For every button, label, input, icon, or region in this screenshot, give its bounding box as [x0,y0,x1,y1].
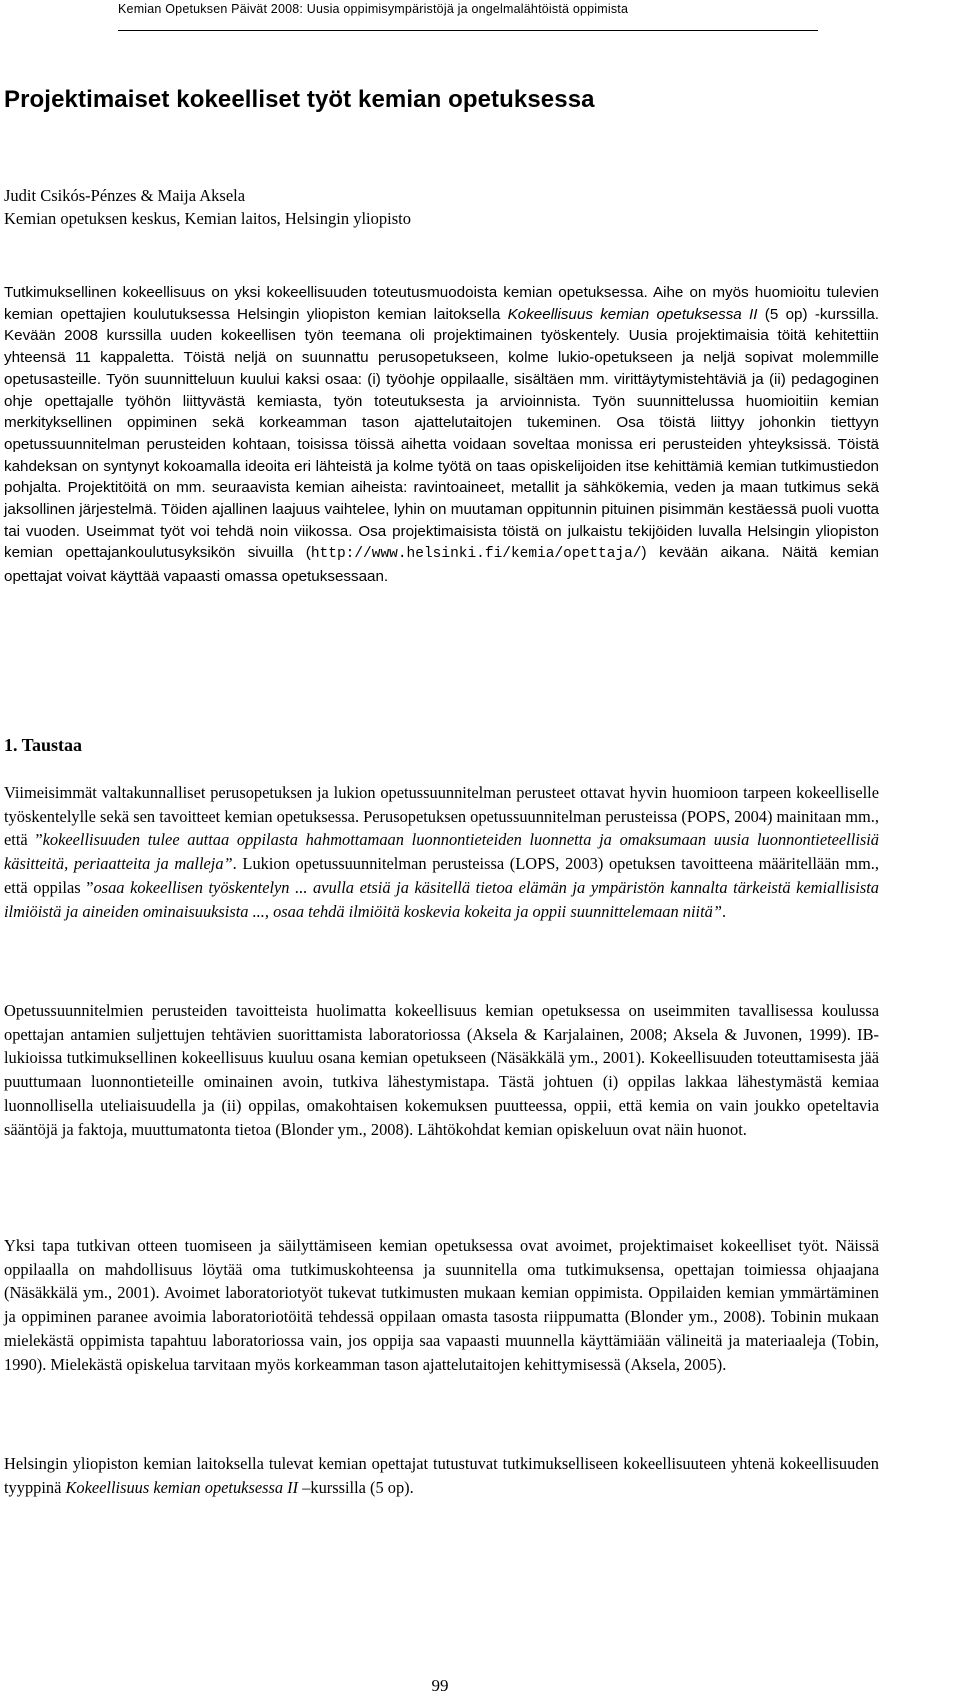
para4-text-c: –kurssilla (5 op). [298,1477,414,1497]
para1-text-e: . [721,901,727,921]
page-number: 99 [431,1676,449,1695]
body-paragraph-4 [4,1452,879,1499]
section-heading: 1. Taustaa [4,735,83,755]
body-paragraph-3: Yksi tapa tutkivan otteen tuomiseen ja säilyttämiseen kemian opetuksessa ovat avoimet, projektimaiset kokeelliset työt. Näissä oppilaalla on mahdollisuus löytää oma tutkimuskohteensa ja suunnitella oma tutkimuksensa, opettajan toimiessa ohjaajana (Näsäkkälä ym., 2001). Avoimet laboratoriotyöt tukevat tutkimusten mukaan kemian oppimista. Oppilaiden kemian ymmärtäminen ja oppiminen paranee avoimia laboratoriotöitä tehdessä oppilaan omasta tasosta riippumatta (Blonder ym., 2008). Tobinin mukaan mielekästä oppimista tapahtuu laboratoriossa vain, jos oppija saa vapaasti muunnella käyttämiään välineitä ja materiaaleja (Tobin, 1990). Mielekästä opiskelua tarvitaan myös korkeamman tason ajattelutaitojen kehittymisessä (Aksela, 2005). [4,1236,879,1374]
pops-quote: kokeellisuuden tulee auttaa oppilasta hahmottamaan luonnontieteiden luonnetta ja omaksumaan uusia luonnontieteellisiä käsitteitä, periaatteita ja malleja” [4,830,879,874]
para1-text-a: Viimeisimmät valtakunnalliset perusopetuksen ja lukion opetussuunnitelman perusteet ottavat hyvin huomioon tarpeen kokeelliselle työskentelylle sekä sen tavoitteet kemian opetuksessa. Perusopetuksen opetussuunnitelman perusteissa (POPS, 2004) mainitaan mm., että ” [4,783,879,850]
abstract-text-1: Tutkimuksellinen kokeellisuus on yksi kokeellisuuden toteutusmuodoista kemian opetuksessa. Aihe on myös huomioitu tulevien kemian opettajien koulutuksessa Helsingin yliopiston kemian laitoksella [4,284,879,323]
course-website-link[interactable]: http://www.helsinki.fi/kemia/opettaja/ [310,546,642,563]
body-paragraph-1 [4,781,879,923]
paper-title: Projektimaiset kokeelliset työt kemian opetuksessa [4,86,595,113]
abstract-text-3: ) kevään aikana. Näitä kemian opettajat voivat käyttää vapaasti omassa opetuksessaan. [4,544,879,586]
lops-quote: osaa kokeellisen työskentelyn ... avulla etsiä ja käsitellä tietoa elämän ja ympäristön kannalta tärkeistä kemiallisista ilmiöistä ja aineiden ominaisuuksista ..., osaa tehdä ilmiöitä koskevia kokeita ja oppii suunnittelemaan niitä” [4,877,879,921]
para4-text-a: Helsingin yliopiston kemian laitoksella tulevat kemian opettajat tutustuvat tutkimukselliseen kokeellisuuteen yhtenä kokeellisuuden tyyppinä [4,1454,879,1497]
para1-text-c: . Lukion opetussuunnitelman perusteissa (LOPS, 2003) opetuksen tavoitteena määritellään mm., että oppilas ” [4,854,879,897]
abstract [4,282,879,588]
author-block [4,184,411,230]
body-paragraph-2: Opetussuunnitelmien perusteiden tavoitteista huolimatta kokeellisuus kemian opetuksessa on useimmiten tavallisessa koulussa opettajan antamien suljettujen tehtävien suorittamista laboratoriossa (Aksela & Karjalainen, 2008; Aksela & Juvonen, 1999). IB-lukioissa tutkimuksellinen kokeellisuus kuuluu osana kemian opetukseen (Näsäkkälä ym., 2001). Kokeellisuuden toteuttamisesta jää puuttumaan luonnontieteille ominainen avoin, tutkiva lähestymistapa. Tästä johtuen (i) oppilas lakkaa lähestymästä kemiaa luonnollisella uteliaisuudella ja (ii) oppilas, omakohtaisen kokemuksen puutteessa, oppii, että kemia on vain joukko opeteltavia sääntöjä ja faktoja, muuttumatonta tietoa (Blonder ym., 2008). Lähtökohdat kemian opiskeluun ovat näin huonot. [4,1001,879,1139]
running-header: Kemian Opetuksen Päivät 2008: Uusia oppimisympäristöjä ja ongelmalähtöistä oppimista [118,2,629,16]
author-affiliation: Kemian opetuksen keskus, Kemian laitos, Helsingin yliopisto [4,209,411,228]
abstract-text-2: (5 op) -kurssilla. Kevään 2008 kurssilla uuden kokeellisen työn teemana oli projektimainen työskentely. Uusia projektimaisia töitä kehitettiin yhteensä 11 kappaletta. Töistä neljä on suunnattu perusopetukseen, kolme lukio-opetukseen ja neljä sopivat molemmille opetusasteille. Työn suunnitteluun kuului kaksi osaa: (i) työohje oppilaalle, sisältäen mm. virittäytymistehtäviä ja (ii) pedagoginen ohje opettajalle työhön liittyvästä kemiasta, työn toteutuksesta ja arvioinnista. Työn suunnittelussa huomioitiin kemian merkityksellinen oppiminen sekä korkeamman tason ajattelutaitojen tukeminen. Osa töistä liittyy johonkin tiettyyn opetussuunnitelman perusteiden kohtaan, toisissa töissä aihetta voidaan soveltaa monissa eri perusteiden yhteyksissä. Töistä kahdeksan on syntynyt kokoamalla ideoita eri lähteistä ja kolme työtä on taas opiskelijoiden itse kehittämiä kemian tutkimustiedon pohjalta. Projektitöitä on mm. seuraavista kemian aiheista: ravintoaineet, metallit ja sähkökemia, veden ja maan tutkimus sekä jaksollinen järjestelmä. Töiden ajallinen laajuus vaihtelee, lyhin on muutaman oppitunnin pituinen pisimmän kestäessä puoli vuotta tai vuoden. Useimmat työt voi tehdä noin viikossa. Osa projektimaisista töistä on julkaistu tekijöiden luvalla Helsingin yliopiston kemian opettajankoulutusyksikön sivuilla ( [4,305,879,562]
header-divider [118,30,818,31]
course-name-2: Kokeellisuus kemian opetuksessa II [65,1477,299,1497]
author-names: Judit Csikós-Pénzes & Maija Aksela [4,186,246,205]
course-name: Kokeellisuus kemian opetuksessa II [507,305,758,323]
